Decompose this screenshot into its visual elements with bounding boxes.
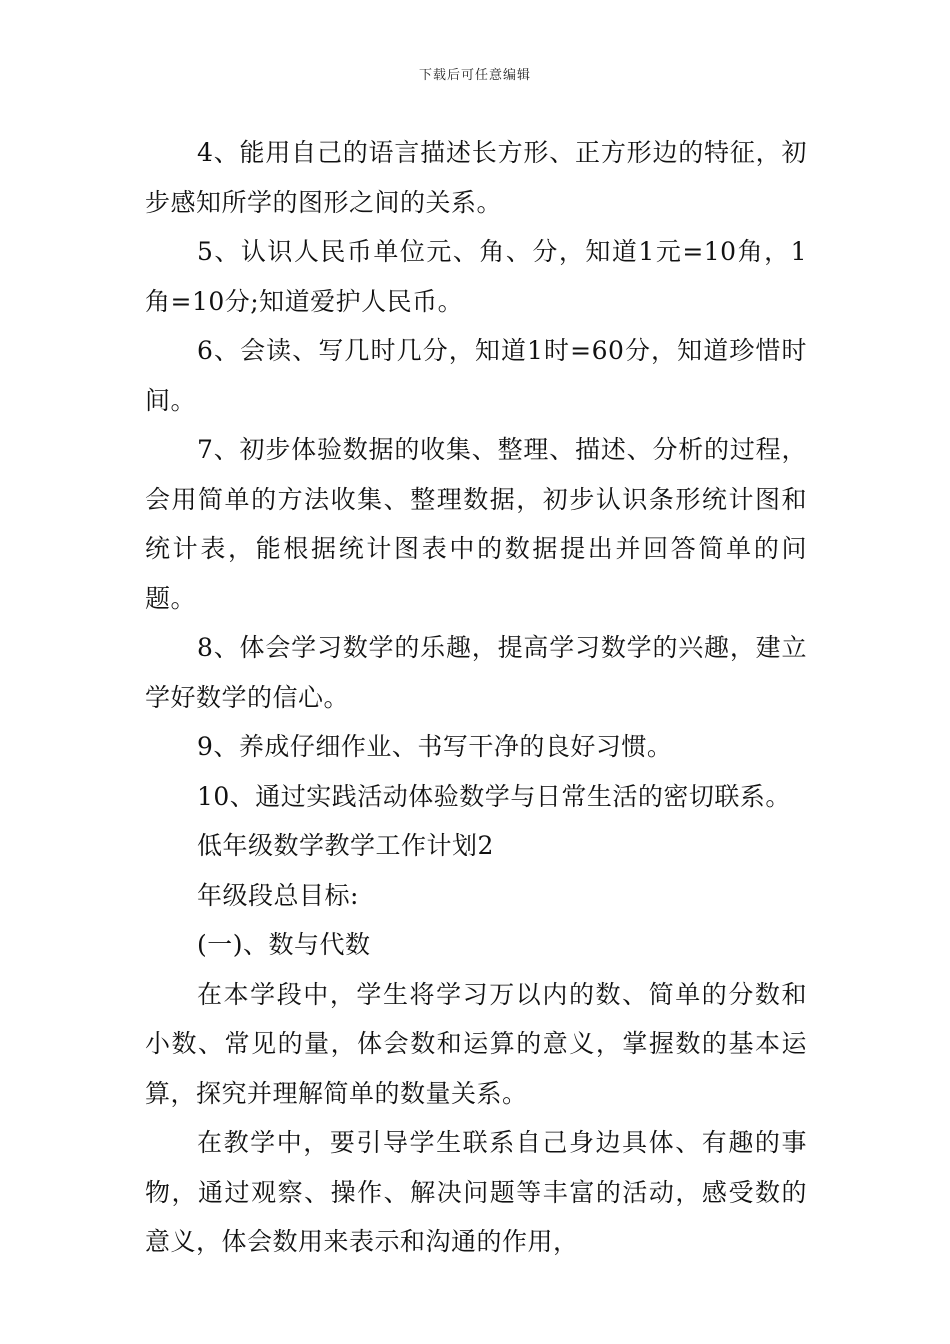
page-header: 下载后可任意编辑 [418,68,531,83]
topic-heading: (一)、数与代数 [197,930,371,959]
paragraph-goal-10: 10、通过实践活动体验数学与日常生活的密切联系。 [197,781,791,811]
paragraph-goal-6: 6、会读、写几时几分，知道1时=60分，知道珍惜时间。 [145,336,807,415]
paragraph-goal-9: 9、养成仔细作业、书写干净的良好习惯。 [197,732,673,761]
paragraph-goal-7: 7、初步体验数据的收集、整理、描述、分析的过程，会用简单的方法收集、整理数据，初步认识条形统计图和统计表，能根据统计图表中的数据提出并回答简单的问题。 [145,435,807,613]
section-title: 低年级数学教学工作计划2 [197,831,494,860]
document-body [145,128,807,1267]
paragraph-body-1: 在本学段中，学生将学习万以内的数、简单的分数和小数、常见的量，体会数和运算的意义，掌握数的基本运算，探究并理解简单的数量关系。 [145,979,807,1108]
paragraph-body-2: 在教学中，要引导学生联系自己身边具体、有趣的事物，通过观察、操作、解决问题等丰富的活动，感受数的意义，体会数用来表示和沟通的作用， [145,1128,807,1256]
subsection-heading: 年级段总目标: [197,880,359,910]
paragraph-goal-8: 8、体会学习数学的乐趣，提高学习数学的兴趣，建立学好数学的信心。 [145,633,807,712]
paragraph-goal-5: 5、认识人民币单位元、角、分，知道1元=10角，1角=10分;知道爱护人民币。 [145,237,807,316]
paragraph-goal-4: 4、能用自己的语言描述长方形、正方形边的特征，初步感知所学的图形之间的关系。 [145,138,807,217]
